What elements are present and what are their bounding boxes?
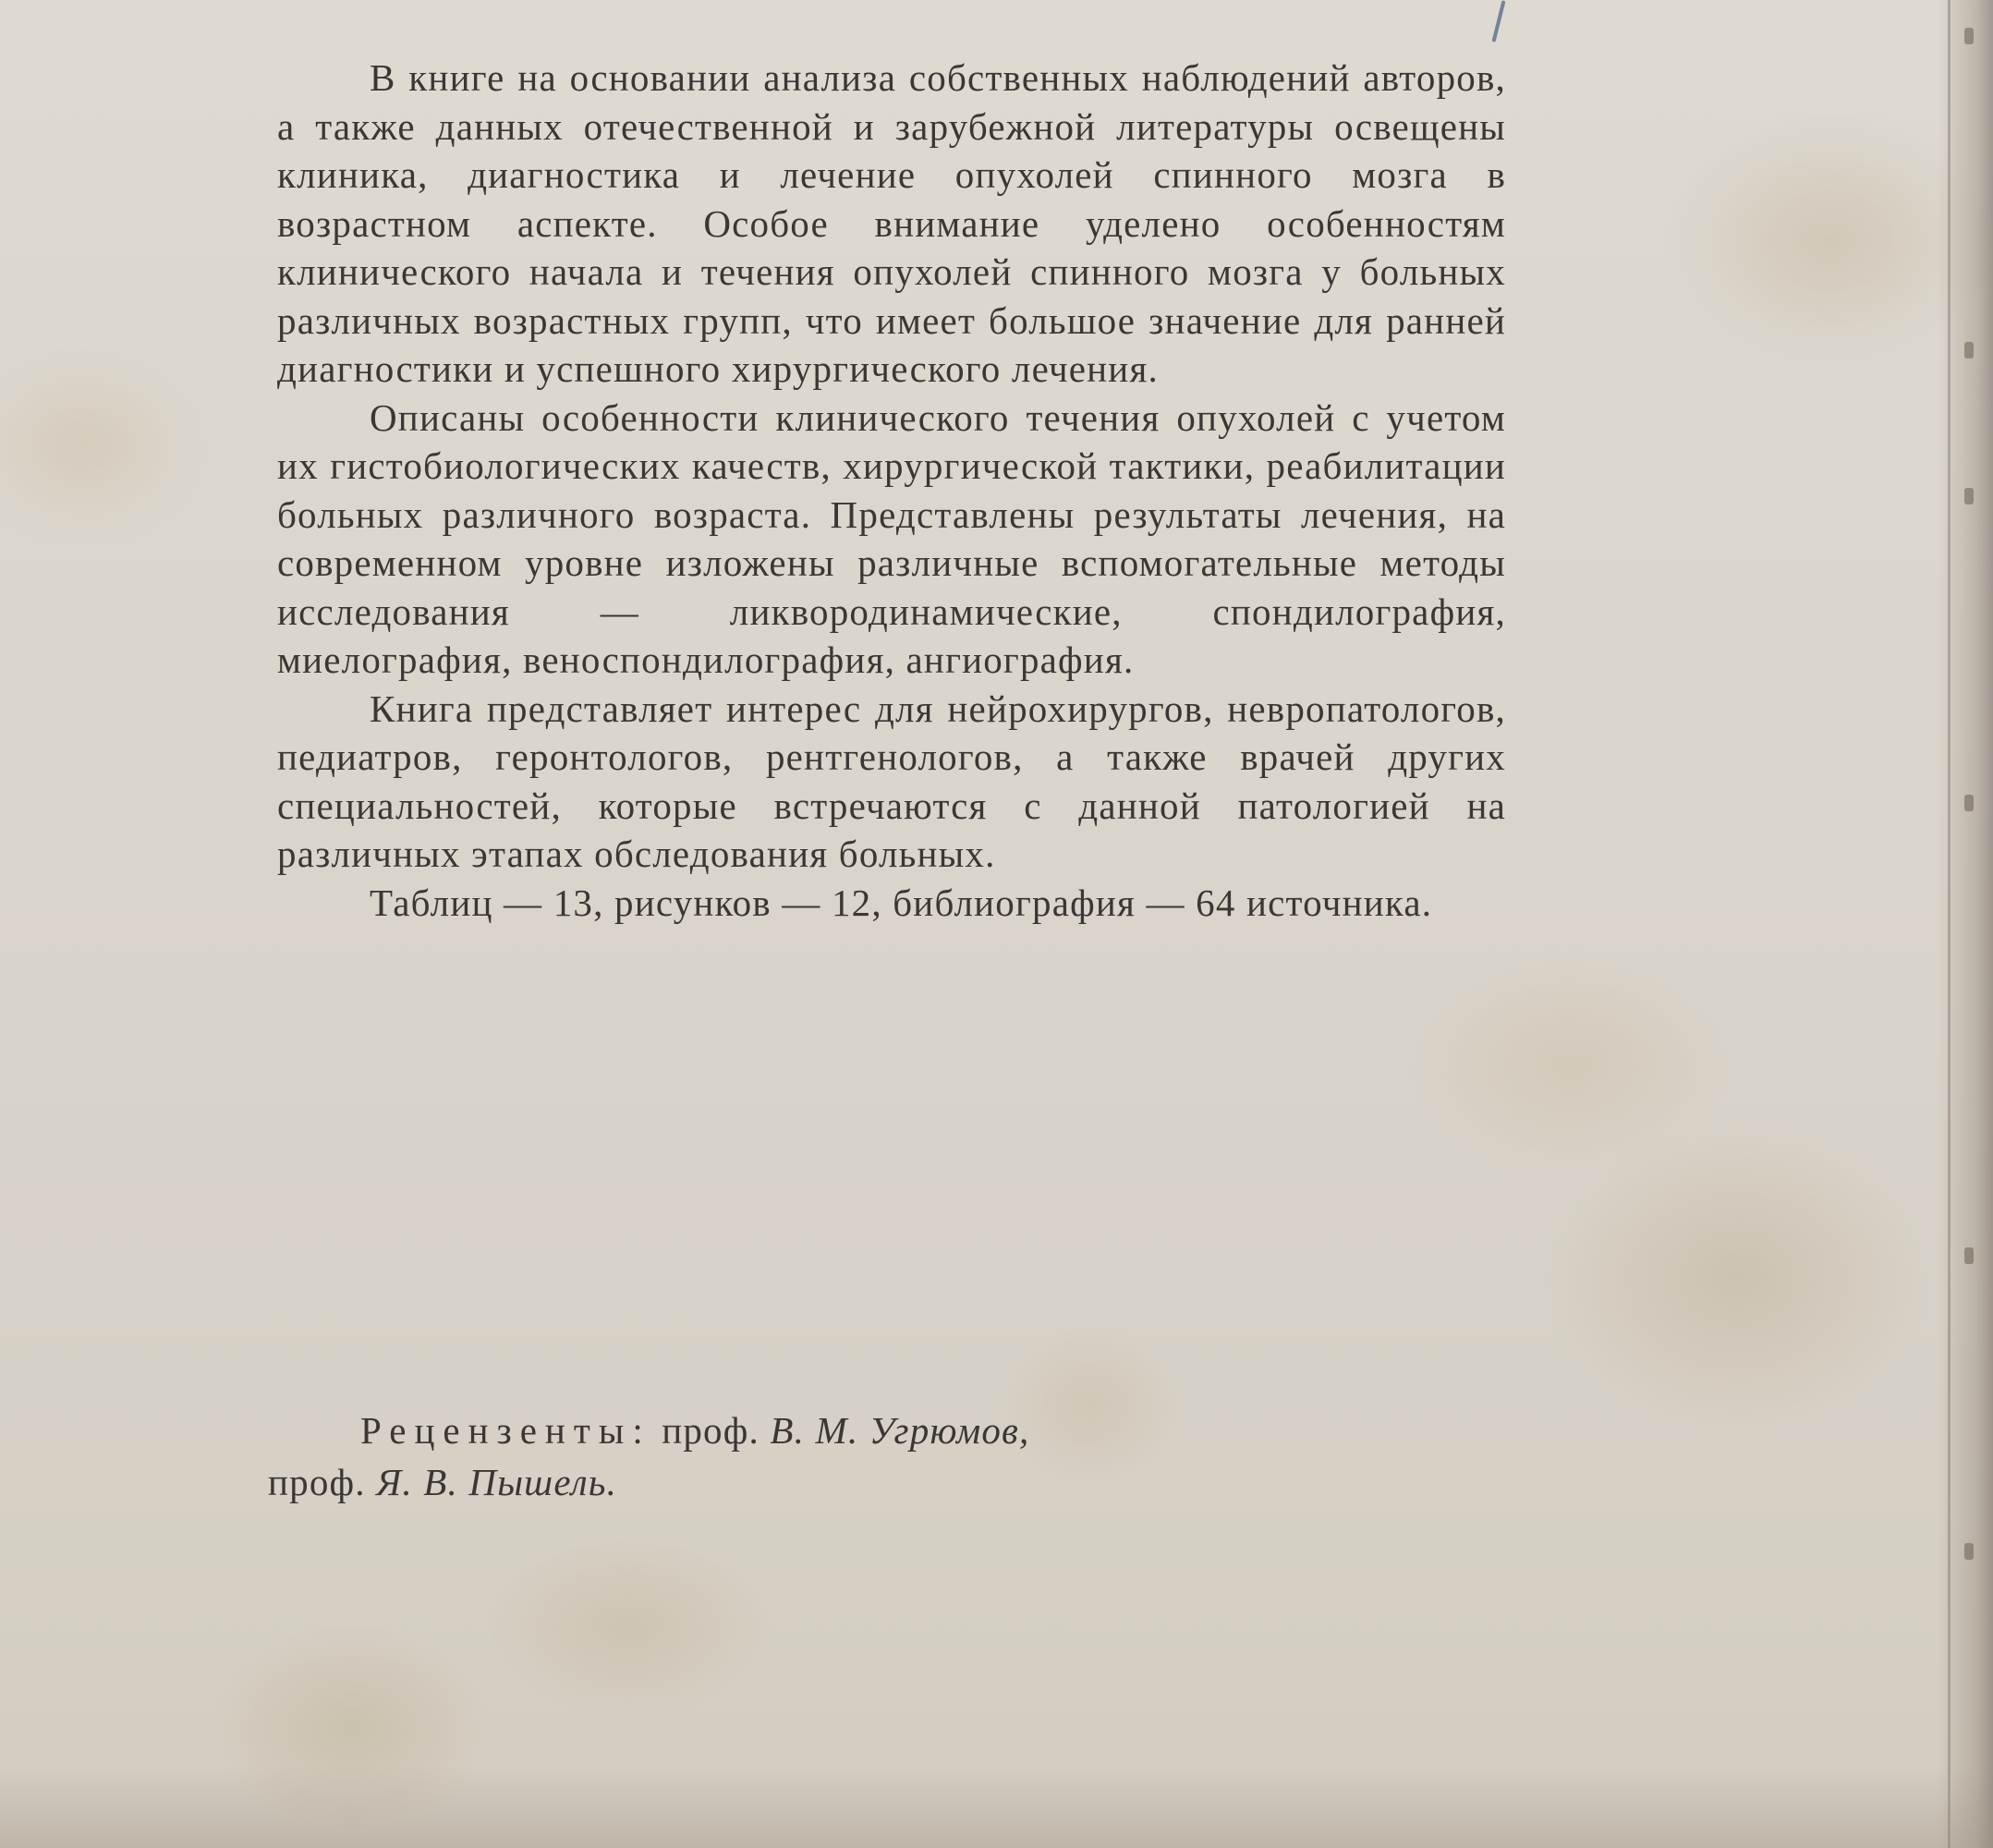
binding-mark bbox=[1964, 1247, 1974, 1264]
reviewer-1-name: В. М. Угрюмов, bbox=[770, 1409, 1030, 1452]
binding-mark bbox=[1964, 342, 1974, 359]
page-edge-shadow bbox=[1938, 0, 1993, 1848]
reviewer-1-title: проф. bbox=[662, 1409, 760, 1452]
reviewers-line-1 bbox=[268, 1404, 1331, 1456]
reviewers-block bbox=[268, 1404, 1331, 1508]
page-bottom-shade bbox=[0, 1765, 1993, 1848]
reviewer-2-name: Я. В. Пышель. bbox=[376, 1461, 618, 1503]
annotation-paragraph-1: В книге на основании анализа собственных наблюдений авторов, а также данных отечественной и зарубежной литературы освещены клиника, диагностика и лечение опухолей спинного мозга в возрастном аспекте. Особое внимание уделено особенностям клинического начала и течения опухолей спинного мозга у больных различных возрастных групп, что имеет большое значение для ранней диагностики и успешного хирургического лечения. bbox=[277, 56, 1506, 390]
reviewers-label: Рецензенты: bbox=[360, 1409, 651, 1452]
binding-mark bbox=[1964, 1543, 1974, 1560]
reviewers-line-2 bbox=[268, 1456, 1331, 1508]
pen-mark bbox=[1491, 0, 1505, 43]
binding-mark bbox=[1964, 488, 1974, 505]
annotation-text bbox=[277, 54, 1506, 927]
reviewer-2-title: проф. bbox=[268, 1461, 366, 1503]
annotation-stats: Таблиц — 13, рисунков — 12, библиография — 64 источника. bbox=[370, 881, 1433, 924]
annotation-paragraph-2: Описаны особенности клинического течения опухолей с учетом их гистобиологических качеств, хирургической тактики, реабилитации больных различного возраста. Представлены результаты лечения, на современном уровне изложены различные вспомогательные методы исследования — ликвородинамические, спондилография, миелография, веноспондилография, ангиография. bbox=[277, 395, 1506, 681]
binding-mark bbox=[1964, 28, 1974, 44]
binding-mark bbox=[1964, 795, 1974, 811]
annotation-paragraph-3: Книга представляет интерес для нейрохирургов, невропатологов, педиатров, геронтологов, рентгенологов, а также врачей других специальностей, которые встречаются с данной патологией на различных этапах обследования больных. bbox=[277, 687, 1506, 875]
